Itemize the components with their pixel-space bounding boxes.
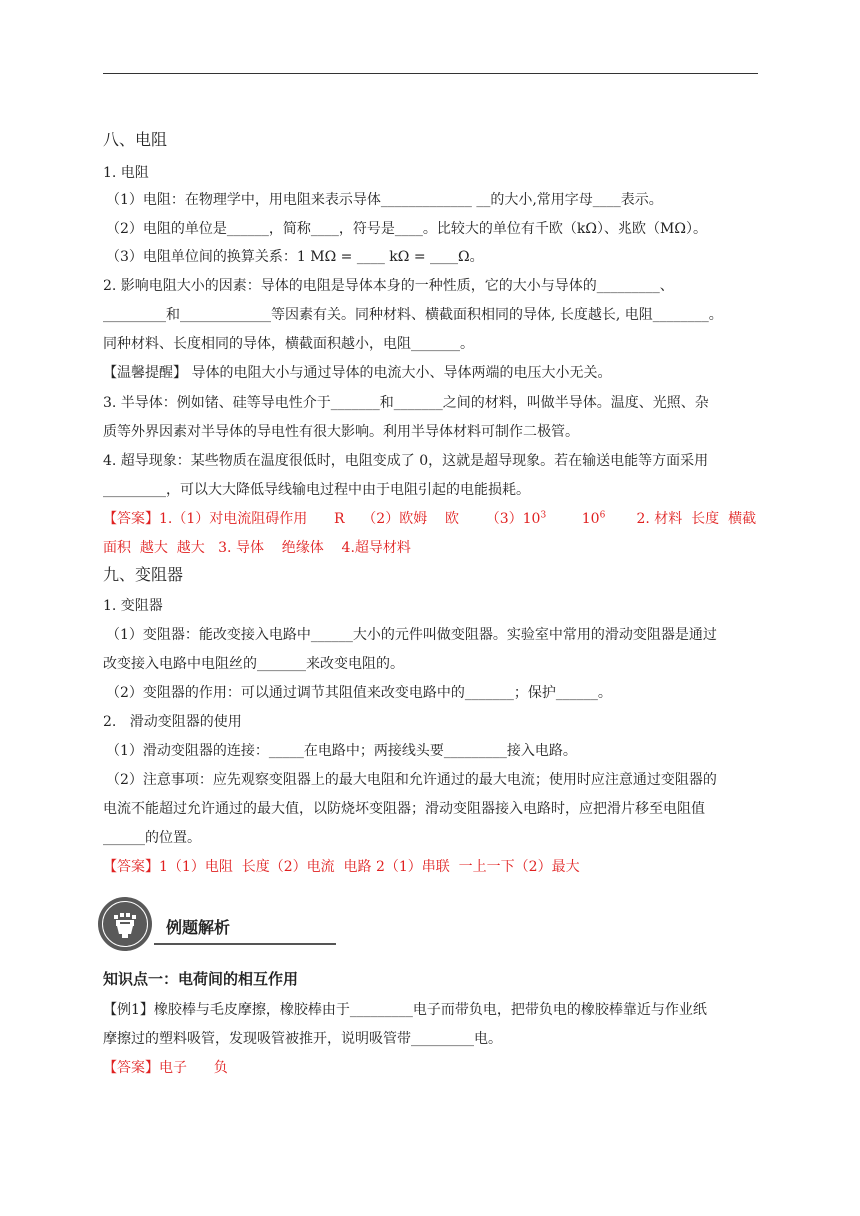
s8-line-6: _________和_____________等因素有关。同种材料、横截面积相同的导体, 长度越长, 电阻________。: [103, 307, 723, 323]
header-rule: [103, 73, 758, 74]
s8-line-10: 质等外界因素对半导体的导电性有很大影响。利用半导体材料可制作二极管。: [103, 424, 579, 440]
s8-line-3: （2）电阻的单位是______，简称____，符号是____。比较大的单位有千欧（kΩ）、兆欧（MΩ）。: [106, 221, 707, 237]
s8-answer-line-1: [103, 509, 763, 529]
castle-tower-icon: [98, 897, 152, 951]
knowledge-point-title: 知识点一：电荷间的相互作用: [103, 970, 299, 988]
s8-answer-text-c: 2. 材料 长度 横截: [605, 511, 757, 527]
s8-answer-line-2: 面积 越大 越大 3. 导体 绝缘体 4.超导材料: [103, 540, 411, 556]
s9-line-8: 电流不能超过允许通过的最大值，以防烧坏变阻器；滑动变阻器接入电路时，应把滑片移至电阻值: [103, 801, 705, 817]
s9-line-9: ______的位置。: [103, 830, 201, 846]
s8-line-7: 同种材料、长度相同的导体，横截面积越小，电阻_______。: [103, 336, 474, 352]
s8-line-11: 4. 超导现象：某些物质在温度很低时，电阻变成了 0，这就是超导现象。若在输送电能等方面采用: [103, 453, 709, 469]
s8-reminder: 【温馨提醒】 导体的电阻大小与通过导体的电流大小、导体两端的电压大小无关。: [103, 365, 612, 381]
example-1-line-1: 【例1】橡胶棒与毛皮摩擦，橡胶棒由于_________电子而带负电，把带负电的橡胶棒靠近与作业纸: [103, 1002, 707, 1018]
s8-line-9: 3. 半导体：例如锗、硅等导电性介于_______和_______之间的材料，叫做半导体。温度、光照、杂: [103, 395, 709, 411]
s9-line-3: 改变接入电路中电阻丝的_______来改变电阻的。: [103, 656, 404, 672]
s8-line-5: 2. 影响电阻大小的因素：导体的电阻是导体本身的一种性质，它的大小与导体的_________、: [103, 278, 674, 294]
s8-line-12: _________，可以大大降低导线输电过程中由于电阻引起的电能损耗。: [103, 482, 530, 498]
s9-line-2: （1）变阻器：能改变接入电路中______大小的元件叫做变阻器。实验室中常用的滑动变阻器是通过: [106, 627, 717, 643]
s9-line-4: （2）变阻器的作用：可以通过调节其阻值来改变电路中的_______；保护______。: [106, 685, 612, 701]
banner-title: 例题解析: [166, 918, 231, 937]
s9-line-1: 1. 变阻器: [103, 598, 163, 614]
s8-answer-text-a: 【答案】1.（1）对电流阻碍作用 R （2）欧姆 欧 （3）10: [103, 511, 541, 527]
s9-line-7: （2）注意事项：应先观察变阻器上的最大电阻和允许通过的最大电流；使用时应注意通过变阻器的: [106, 772, 717, 788]
s9-line-5: 2. 滑动变阻器的使用: [103, 714, 242, 730]
s8-answer-sup-2: 6: [599, 510, 606, 521]
example-1-line-2: 摩擦过的塑料吸管，发现吸管被推开，说明吸管带_________电。: [103, 1031, 502, 1047]
section-title-rheostat: 九、变阻器: [103, 565, 184, 584]
banner-underline: [154, 943, 336, 945]
s8-line-2: （1）电阻：在物理学中，用电阻来表示导体_____________ __的大小,常用字母____表示。: [106, 192, 663, 208]
example-1-answer: 【答案】电子 负: [103, 1060, 228, 1076]
s9-line-6: （1）滑动变阻器的连接：_____在电路中；两接线头要_________接入电路。: [106, 743, 577, 759]
s8-line-4: （3）电阻单位间的换算关系：1 MΩ = ____ kΩ = ____Ω。: [106, 249, 484, 265]
s8-answer-sup-1: 3: [540, 510, 547, 521]
s8-answer-text-b: 10: [546, 511, 600, 527]
s8-line-1: 1. 电阻: [103, 165, 149, 181]
section-title-resistance: 八、电阻: [103, 130, 168, 149]
s9-answer: 【答案】1（1）电阻 长度（2）电流 电路 2（1）串联 一上一下（2）最大: [103, 859, 580, 875]
example-banner: [98, 897, 278, 953]
